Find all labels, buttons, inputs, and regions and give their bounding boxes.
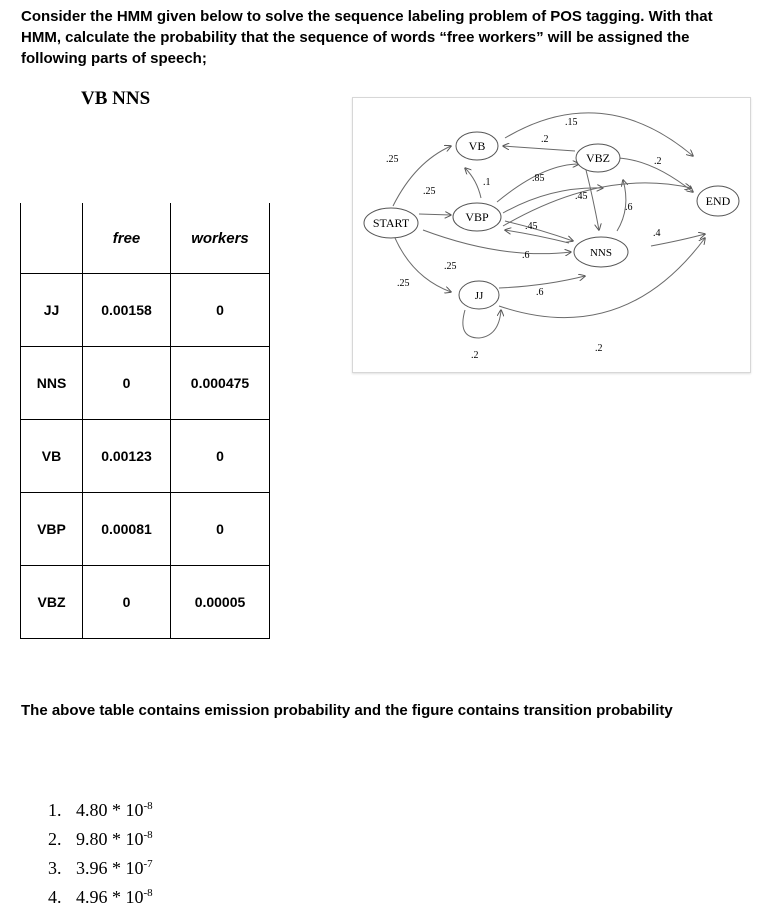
hmm-transition-diagram bbox=[352, 97, 751, 373]
free-cell: 0.00158 bbox=[83, 274, 171, 347]
state-end bbox=[697, 186, 739, 216]
label-jj-nns: .6 bbox=[536, 287, 544, 298]
workers-cell: 0 bbox=[171, 420, 270, 493]
edge-vbz-vb bbox=[503, 146, 575, 151]
free-cell: 0 bbox=[83, 347, 171, 420]
label-vbz-end: .2 bbox=[654, 156, 662, 167]
edge-jj-self bbox=[463, 310, 501, 338]
tag-sequence: VB NNS bbox=[81, 88, 151, 109]
workers-cell: 0.000475 bbox=[171, 347, 270, 420]
edge-vbp-nns-lower bbox=[505, 221, 573, 241]
free-cell: 0.00123 bbox=[83, 420, 171, 493]
table-row bbox=[21, 420, 270, 493]
tag-cell: JJ bbox=[21, 274, 83, 347]
label-nns-vbz: .6 bbox=[625, 202, 633, 213]
tag-cell: VB bbox=[21, 420, 83, 493]
label-vbp-vbz: .6 bbox=[522, 250, 530, 261]
caption-text: The above table contains emission probability and the figure contains transition probability bbox=[21, 702, 673, 719]
state-jj bbox=[459, 281, 499, 309]
workers-cell: 0 bbox=[171, 274, 270, 347]
label-nns-self: .2 bbox=[595, 343, 603, 354]
option-base: 3.96 * 10 bbox=[76, 858, 144, 878]
edge-vbz-nns bbox=[586, 170, 599, 230]
option-number: 4. bbox=[48, 887, 62, 907]
option-exponent: -8 bbox=[143, 800, 153, 812]
label-vbp-nns: .85 bbox=[532, 173, 545, 184]
label-vbp-vb: .1 bbox=[483, 177, 491, 188]
option-base: 4.80 * 10 bbox=[76, 800, 144, 820]
edge-start-vb bbox=[393, 146, 451, 206]
option-base: 9.80 * 10 bbox=[76, 829, 144, 849]
table-row bbox=[21, 347, 270, 420]
option-number: 2. bbox=[48, 829, 62, 849]
workers-cell: 0.00005 bbox=[171, 566, 270, 639]
answer-option[interactable] bbox=[48, 883, 153, 912]
emission-table bbox=[20, 203, 270, 639]
svg-text:START: START bbox=[372, 216, 410, 230]
answer-options bbox=[48, 796, 153, 912]
label-start-jj: .25 bbox=[397, 278, 410, 289]
state-start bbox=[364, 208, 418, 238]
header-cell-workers: workers bbox=[171, 203, 270, 274]
state-vb bbox=[456, 132, 498, 160]
table-header-row bbox=[21, 203, 270, 274]
svg-text:VBP: VBP bbox=[465, 210, 489, 224]
answer-option[interactable] bbox=[48, 825, 153, 854]
svg-text:END: END bbox=[705, 194, 731, 208]
edge-start-vbp bbox=[419, 214, 451, 215]
tag-cell: VBP bbox=[21, 493, 83, 566]
answer-option[interactable] bbox=[48, 854, 153, 883]
workers-cell: 0 bbox=[171, 493, 270, 566]
label-jj-self: .2 bbox=[471, 350, 479, 361]
edge-vbp-vb bbox=[465, 168, 481, 198]
label-vb-end: .15 bbox=[565, 117, 578, 128]
option-base: 4.96 * 10 bbox=[76, 887, 144, 907]
option-exponent: -7 bbox=[143, 858, 153, 870]
header-cell-empty bbox=[21, 203, 83, 274]
state-nns bbox=[574, 237, 628, 267]
free-cell: 0 bbox=[83, 566, 171, 639]
state-vbp bbox=[453, 203, 501, 231]
option-exponent: -8 bbox=[143, 829, 153, 841]
label-vbz-vb: .2 bbox=[541, 134, 549, 145]
answer-option[interactable] bbox=[48, 796, 153, 825]
table-row bbox=[21, 566, 270, 639]
header-cell-free: free bbox=[83, 203, 171, 274]
table-row bbox=[21, 274, 270, 347]
svg-text:NNS: NNS bbox=[589, 247, 613, 259]
svg-text:JJ: JJ bbox=[474, 290, 484, 302]
label-start-vb: .25 bbox=[386, 154, 399, 165]
tag-cell: NNS bbox=[21, 347, 83, 420]
table-row bbox=[21, 493, 270, 566]
svg-text:VBZ: VBZ bbox=[586, 151, 610, 165]
label-vbz-nns: .45 bbox=[575, 191, 588, 202]
label-nns-vbp: .45 bbox=[525, 221, 538, 232]
option-number: 1. bbox=[48, 800, 62, 820]
label-start-nns: .25 bbox=[444, 261, 457, 272]
label-start-vbp: .25 bbox=[423, 186, 436, 197]
state-vbz bbox=[576, 144, 620, 172]
option-exponent: -8 bbox=[143, 887, 153, 899]
option-number: 3. bbox=[48, 858, 62, 878]
free-cell: 0.00081 bbox=[83, 493, 171, 566]
label-nns-end: .4 bbox=[653, 228, 661, 239]
edge-start-nns bbox=[423, 230, 571, 254]
tag-cell: VBZ bbox=[21, 566, 83, 639]
question-text: Consider the HMM given below to solve the sequence labeling problem of POS tagging. With that HMM, calculate the probability that the sequence of words “free workers” will be assigned the following parts of speech; bbox=[21, 8, 713, 67]
edge-vbp-nns bbox=[503, 188, 603, 213]
svg-text:VB: VB bbox=[468, 139, 486, 153]
